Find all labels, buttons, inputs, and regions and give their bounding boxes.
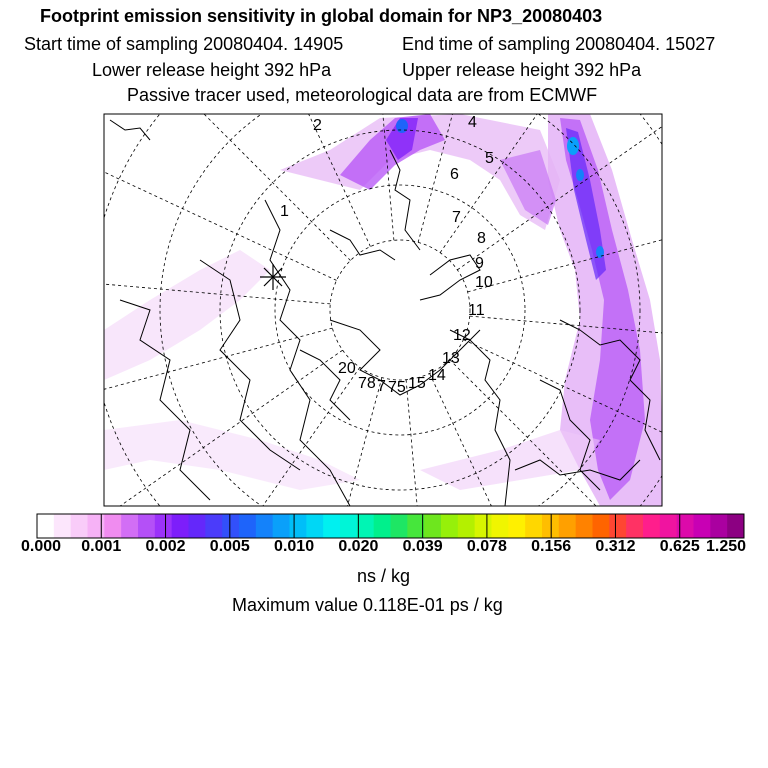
colorbar-cell [609,514,626,538]
colorbar-cell [340,514,357,538]
tracer-note: Passive tracer used, meteorological data are from ECMWF [127,85,598,105]
colorbar-tick-label: 0.010 [274,538,315,555]
colorbar-cell [508,514,525,538]
map-label: 6 [450,166,459,183]
colorbar-cell [694,514,711,538]
colorbar-tick-label: 0.312 [595,538,636,555]
colorbar-cell [593,514,610,538]
maximum-value-label: Maximum value 0.118E-01 ps / kg [232,595,503,615]
colorbar-cell [37,514,54,538]
map-label: 78 [358,375,376,392]
map-label: 20 [338,360,356,377]
colorbar-tick-label: 0.000 [20,538,62,555]
colorbar-cell [559,514,576,538]
map-label: 4 [468,114,477,131]
colorbar-tick-label: 0.001 [81,538,122,555]
map-label: 13 [442,350,460,367]
map-label: 7 [377,378,386,395]
colorbar-cell [205,514,222,538]
lower-release-height-label: Lower release height 392 hPa [92,60,332,80]
colorbar-tick-label: 1.250 [705,538,747,555]
colorbar-cell [357,514,374,538]
colorbar-cell [189,514,206,538]
colorbar-cell [492,514,509,538]
colorbar-cell [458,514,475,538]
colorbar-cell [172,514,189,538]
map-label: 9 [475,255,484,272]
map-label: 2 [313,117,322,134]
colorbar-cell [104,514,121,538]
map-label: 5 [485,150,494,167]
map-label: 10 [475,274,493,291]
map-label: 14 [428,367,446,384]
colorbar-cell [54,514,71,538]
colorbar-cell [155,514,172,538]
colorbar-cell [626,514,643,538]
colorbar-cell [660,514,677,538]
colorbar-cell [239,514,256,538]
colorbar-cell [273,514,290,538]
colorbar-cell [121,514,138,538]
colorbar-tick-label: 0.020 [338,538,379,555]
colorbar-cell [576,514,593,538]
colorbar-cell [475,514,492,538]
upper-release-height-label: Upper release height 392 hPa [402,60,642,80]
colorbar-cell [525,514,542,538]
colorbar-cell [727,514,744,538]
colorbar-cell [542,514,559,538]
colorbar-cell [256,514,273,538]
colorbar-cell [391,514,408,538]
map-label: 15 [408,375,426,392]
colorbar-cell [323,514,340,538]
colorbar-cell [222,514,239,538]
colorbar-tick-label: 0.625 [659,538,700,555]
colorbar-cell [424,514,441,538]
colorbar-cell [374,514,391,538]
colorbar-cell [306,514,323,538]
colorbar-tick-label: 0.002 [145,538,186,555]
map-label: 1 [280,203,289,220]
map-label: 12 [453,327,471,344]
colorbar-tick-label: 0.039 [402,538,443,555]
start-time-label: Start time of sampling 20080404. 14905 [24,34,344,54]
colorbar-tick-label: 0.156 [531,538,572,555]
colorbar-units: ns / kg [357,566,411,586]
map-label: 7 [452,209,461,226]
colorbar-cell [88,514,105,538]
map-label: 75 [388,379,406,396]
colorbar-tick-label: 0.078 [466,538,507,555]
plot-title: Footprint emission sensitivity in global domain for NP3_20080403 [40,6,603,26]
colorbar-cell [710,514,727,538]
end-time-label: End time of sampling 20080404. 15027 [402,34,716,54]
colorbar-cell [643,514,660,538]
colorbar-cell [138,514,155,538]
colorbar-cell [407,514,424,538]
colorbar-tick-label: 0.005 [209,538,250,555]
colorbar-cell [441,514,458,538]
map-label: 11 [468,302,485,319]
colorbar-cell [71,514,88,538]
colorbar-cell [290,514,307,538]
colorbar-cells [37,514,745,538]
map-label: 8 [477,230,486,247]
